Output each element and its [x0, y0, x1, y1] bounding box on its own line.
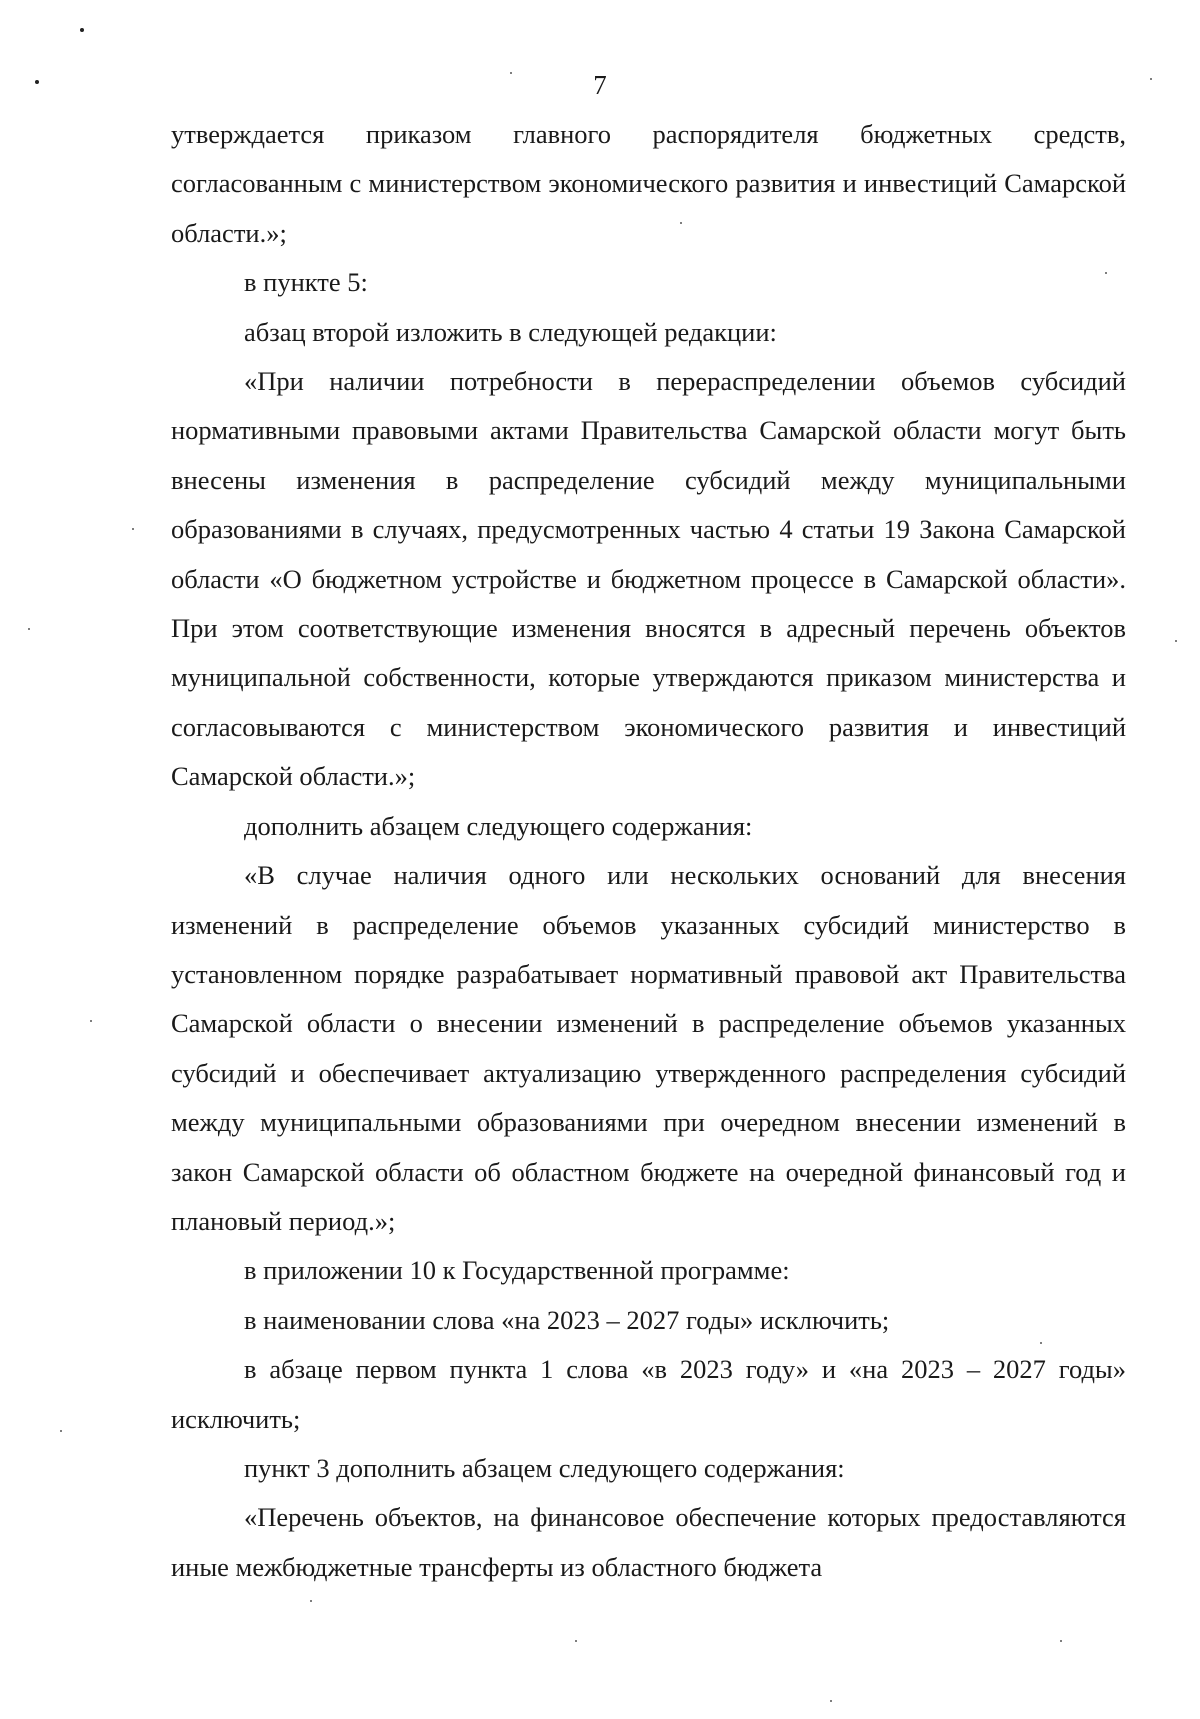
- scan-speck: [60, 1430, 62, 1432]
- scan-speck: [680, 222, 682, 224]
- scan-speck: [132, 528, 134, 530]
- paragraph-3: абзац второй изложить в следующей редакции:: [244, 316, 777, 347]
- scan-speck: [1060, 1640, 1062, 1642]
- paragraph-1: утверждается приказом главного распорядителя бюджетных средств, согласованным с министерством экономического развития и инвестиций Самарской области.»;: [171, 119, 1126, 248]
- paragraph-6: «В случае наличия одного или нескольких оснований для внесения изменений в распределение объемов указанных субсидий министерство в установленном порядке разрабатывает нормативный правовой акт Правительства Самарской области о внесении изменений в распределение объемов указанных субсидий и обеспечивает актуализацию утвержденного распределения субсидий между муниципальными образованиями при очередном внесении изменений в закон Самарской области об областном бюджете на очередной финансовый год и плановый период.»;: [171, 860, 1126, 1236]
- paragraph-8: в наименовании слова «на 2023 – 2027 годы» исключить;: [244, 1304, 890, 1335]
- paragraph-2: в пункте 5:: [244, 267, 368, 298]
- scan-speck: [90, 1020, 92, 1022]
- scan-speck: [830, 1700, 832, 1702]
- scan-speck: [28, 628, 30, 630]
- paragraph-7: в приложении 10 к Государственной программе:: [244, 1255, 790, 1286]
- paragraph-5: дополнить абзацем следующего содержания:: [244, 810, 753, 841]
- document-body: [171, 110, 1126, 1592]
- scan-speck: [310, 1600, 312, 1602]
- scan-speck: [510, 72, 512, 74]
- scan-speck: [575, 1640, 577, 1642]
- paragraph-10: пункт 3 дополнить абзацем следующего содержания:: [244, 1452, 845, 1483]
- scan-speck: [80, 28, 84, 32]
- paragraph-4: «При наличии потребности в перераспределении объемов субсидий нормативными правовыми актами Правительства Самарской области могут быть внесены изменения в распределение субсидий между муниципальными образованиями в случаях, предусмотренных частью 4 статьи 19 Закона Самарской области «О бюджетном устройстве и бюджетном процессе в Самарской области». При этом соответствующие изменения вносятся в адресный перечень объектов муниципальной собственности, которые утверждаются приказом министерства и согласовываются с министерством экономического развития и инвестиций Самарской области.»;: [171, 366, 1126, 792]
- scan-speck: [1040, 1342, 1042, 1344]
- paragraph-11: «Перечень объектов, на финансовое обеспечение которых предоставляются иные межбюджетные трансферты из областного бюджета: [171, 1502, 1126, 1582]
- scan-speck: [1175, 640, 1177, 642]
- scan-speck: [1150, 78, 1152, 80]
- paragraph-9: в абзаце первом пункта 1 слова «в 2023 году» и «на 2023 – 2027 годы» исключить;: [171, 1354, 1126, 1434]
- scan-speck: [1105, 272, 1107, 274]
- scan-speck: [35, 80, 39, 84]
- page-number: 7: [593, 70, 607, 100]
